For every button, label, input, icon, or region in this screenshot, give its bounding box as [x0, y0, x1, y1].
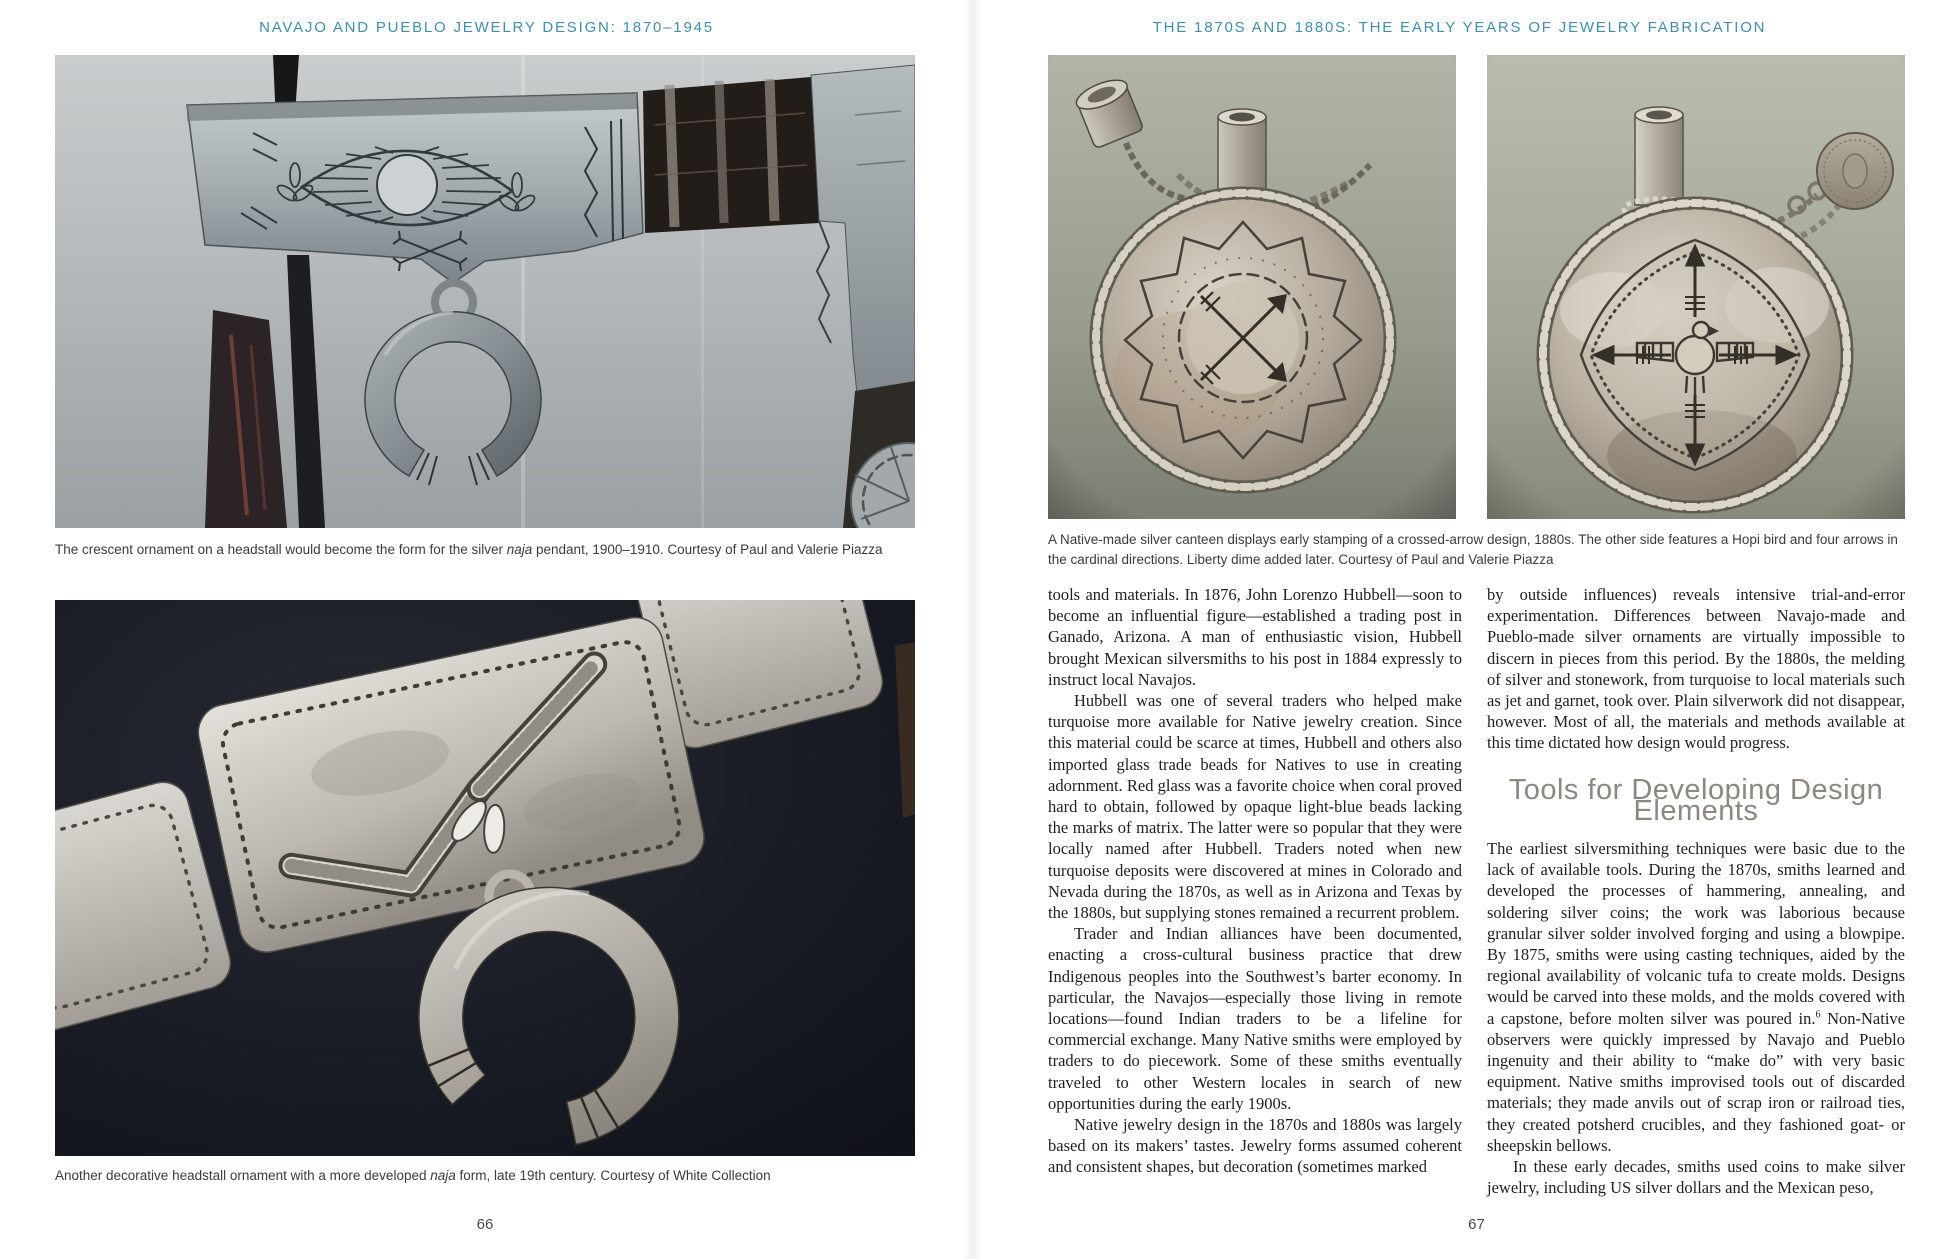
photo-canteen-crossed-arrows	[1048, 55, 1456, 519]
tooled-leather-segment	[643, 77, 819, 233]
caption-text: Another decorative headstall ornament with a more developed	[55, 1168, 431, 1183]
right-page-number: 67	[1468, 1216, 1485, 1233]
caption-canteens: A Native-made silver canteen displays early stamping of a crossed-arrow design, 1880s. The other side features a Hopi bird and four arrows in the cardinal directions. Liberty dime added later. Courtesy of Paul and Valerie Piazza	[1048, 532, 1898, 568]
photo-headstall-naja-dark	[55, 600, 915, 1156]
paragraph: by outside influences) reveals intensive trial-and-error experimentation. Differences between Navajo-made and Pueblo-made silver ornaments are virtually impossible to discern in pieces from this period. By the 1880s, the melding of silver and stonework, from turquoise to local materials such as jet and garnet, took over. Plain silverwork did not disappear, however. Most of all, the materials and methods available at this time dictated how design would progress.	[1487, 585, 1905, 753]
canteen-back-illustration	[1487, 55, 1905, 519]
right-page-header: THE 1870S AND 1880S: THE EARLY YEARS OF JEWELRY FABRICATION	[1152, 19, 1767, 36]
body-column-1	[1048, 584, 1462, 1178]
headstall-photo-illustration	[55, 55, 915, 528]
left-page-header: NAVAJO AND PUEBLO JEWELRY DESIGN: 1870–1945	[259, 19, 714, 36]
caption-text: form, late 19th century. Courtesy of White Collection	[455, 1168, 771, 1183]
paragraph-text: Non-Native observers were quickly impressed by Navajo and Pueblo ingenuity and their ability to “make do” with very basic equipment. Native smiths improvised tools out of discarded materials; they made anvils out of scrap iron or railroad ties, they created potsherd crucibles, and they fashioned goat- or sheepskin bellows.	[1487, 1008, 1905, 1155]
caption-italic-term: naja	[430, 1168, 456, 1183]
paragraph: In these early decades, smiths used coins to make silver jewelry, including US silver dollars and the Mexican peso,	[1487, 1157, 1905, 1198]
canteen-front-illustration	[1048, 55, 1456, 519]
caption-headstall-crescent	[55, 540, 915, 560]
body-column-2	[1487, 584, 1905, 1198]
headstall-naja-illustration	[55, 600, 915, 1156]
paragraph: Trader and Indian alliances have been documented, enacting a cross-cultural business practice that drew Indigenous peoples into the Southwest’s barter economy. In particular, the Navajos—especially those living in remote locations—found Indian traders to be a lifeline for commercial exchange. Many Native smiths were employed by traders to do piecework. Some of these smiths eventually traveled to other Western locales in search of new opportunities during the early 1900s.	[1048, 924, 1462, 1113]
caption-headstall-naja	[55, 1166, 915, 1186]
section-heading: Tools for Developing Design Elements	[1508, 773, 1884, 827]
paragraph: tools and materials. In 1876, John Lorenzo Hubbell—soon to become an influential figure—established a trading post in Ganado, Arizona. A man of enthusiastic vision, Hubbell brought Mexican silversmiths to his post in 1884 expressly to instruct local Navajos.	[1048, 585, 1462, 689]
paragraph: Native jewelry design in the 1870s and 1880s was largely based on its makers’ tastes. Jewelry forms assumed coherent and consistent shapes, but decoration (sometimes marked	[1048, 1115, 1462, 1177]
paragraph-text: The earliest silversmithing techniques were basic due to the lack of available tools. During the 1870s, smiths learned and developed the processes of hammering, annealing, and soldering silver coins; the work was laborious because granular silver solder involved forging and using a blowpipe. By 1875, smiths were using casting techniques, aided by the regional availability of volcanic tufa to create molds. Designs would be carved into these molds, and the molds covered with a capstone, before molten silver was poured in.	[1487, 839, 1905, 1028]
caption-text: pendant, 1900–1910. Courtesy of Paul and Valerie Piazza	[532, 542, 883, 557]
photo-headstall-crescent	[55, 55, 915, 528]
caption-italic-term: naja	[506, 542, 533, 557]
page-gutter-crease	[963, 0, 983, 1259]
paragraph: Hubbell was one of several traders who helped make turquoise more available for Native jewelry creation. Since this material could be scarce at times, Hubbell and others also imported glass trade beads for Natives to use in creating adornment. Red glass was a favorite choice when coral proved hard to obtain, followed by opaque light-blue beads lacking the marks of matrix. The latter were so popular that they were locally named after Hubbell. Traders noted when new turquoise deposits were discovered at mines in Colorado and Nevada during the 1870s, as well as in Arizona and Texas by the 1880s, but supplying stones remained a recurrent problem.	[1048, 691, 1462, 923]
photo-canteen-hopi-bird	[1487, 55, 1905, 519]
caption-text: The crescent ornament on a headstall would become the form for the silver	[55, 542, 507, 557]
left-page-number: 66	[476, 1216, 494, 1233]
paragraph-with-footnote	[1487, 838, 1905, 1156]
footnote-marker: 6	[1815, 1009, 1821, 1021]
